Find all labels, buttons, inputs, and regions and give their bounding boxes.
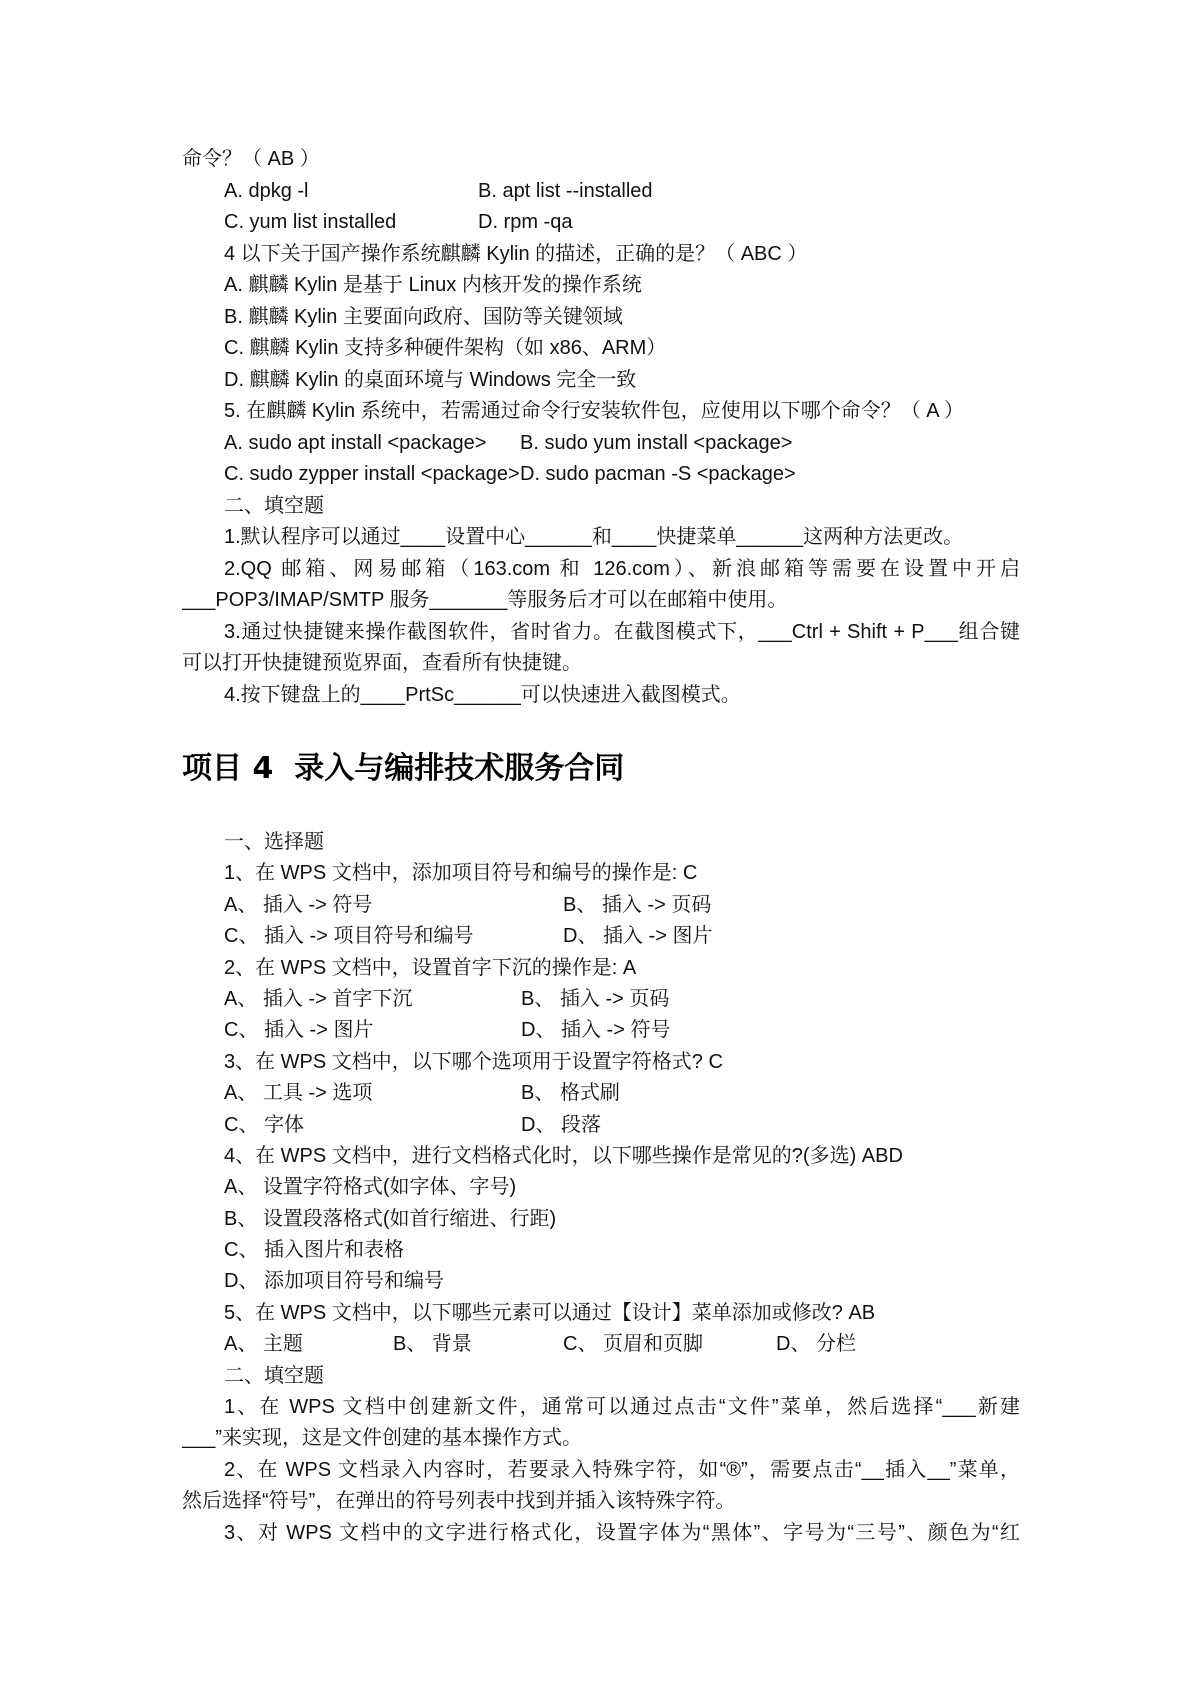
p4-question-3-option-a: A、 工具 -> 选项 [224,1082,373,1105]
p4-question-5-option-a: A、 主题 [224,1333,303,1356]
p4-question-5-option-b: B、 背景 [393,1333,472,1356]
p4-question-1-option-b: B、 插入 -> 页码 [563,893,712,916]
fill-in-question-2-line-2: ___POP3/IMAP/SMTP 服务_______等服务后才可以在邮箱中使用。 [182,589,788,611]
p4-question-2-option-c: C、 插入 -> 图片 [224,1019,374,1042]
fill-in-question-3-line-1: 3.通过快捷键来操作截图软件，省时省力。在截图模式下，___Ctrl + Shift + P___组合键 [224,620,1020,643]
previous-section [182,144,1020,711]
p4-question-2-option-a: A、 插入 -> 首字下沉 [224,987,413,1010]
question-3-stem-continuation: 命令？（ AB ） [182,148,320,170]
question-5-stem: 5. 在麒麟 Kylin 系统中，若需通过命令行安装软件包，应使用以下哪个命令？（ A ） [224,400,965,422]
question-4-option-c: C. 麒麟 Kylin 支持多种硬件架构（如 x86、ARM） [224,337,667,359]
p4-question-2-option-d: D、 插入 -> 符号 [521,1019,671,1042]
fill-in-heading: 二、填空题 [224,494,324,517]
p4-question-5-options-row [182,1329,1020,1360]
p4-question-3-option-c: C、 字体 [224,1113,304,1136]
p4-question-4-option-a: A、 设置字符格式(如字体、字号) [224,1176,517,1199]
p4-question-4-option-c: C、 插入图片和表格 [224,1239,404,1262]
p4-fill-in-question-1-line-1: 1、在 WPS 文档中创建新文件，通常可以通过点击“文件”菜单，然后选择“___新建 [224,1396,1020,1419]
p4-fill-in-question-2-line-1: 2、在 WPS 文档录入内容时，若要录入特殊字符，如“®”，需要点击“__插入__”菜单， [224,1458,1020,1481]
project-4-section [182,827,1020,1549]
question-4-option-a: A. 麒麟 Kylin 是基于 Linux 内核开发的操作系统 [224,274,642,296]
question-4-option-b: B. 麒麟 Kylin 主要面向政府、国防等关键领域 [224,305,623,328]
question-5-option-b: B. sudo yum install <package> [520,431,793,454]
p4-question-1-option-c: C、 插入 -> 项目符号和编号 [224,925,474,948]
question-3-option-b: B. apt list --installed [478,179,653,202]
p4-question-3-option-d: D、 段落 [521,1113,601,1136]
p4-question-5-stem: 5、在 WPS 文档中，以下哪些元素可以通过【设计】菜单添加或修改? AB [224,1301,876,1324]
choice-heading: 一、选择题 [224,831,324,853]
p4-question-4-option-b: B、 设置段落格式(如首行缩进、行距) [224,1207,557,1230]
p4-question-2-options-row-1 [182,984,1020,1015]
p4-question-3-option-b: B、 格式刷 [521,1082,620,1105]
p4-question-4-option-d: D、 添加项目符号和编号 [224,1270,444,1293]
fill-in-question-1: 1.默认程序可以通过____设置中心______和____快捷菜单______这两种方法更改。 [224,526,964,548]
project-4-title-block [182,747,1020,791]
p4-question-1-option-a: A、 插入 -> 符号 [224,893,373,916]
question-3-option-d: D. rpm -qa [478,211,573,233]
question-5-options-row-2 [182,459,1020,491]
p4-question-2-stem: 2、在 WPS 文档中，设置首字下沉的操作是: A [224,956,637,979]
p4-fill-in-question-1-line-2: ___”来实现，这是文件创建的基本操作方式。 [182,1427,583,1450]
project-4-title: 项目 4 录入与编排技术服务合同 [182,751,625,786]
question-3-option-a: A. dpkg -l [224,179,309,202]
p4-question-2-option-b: B、 插入 -> 页码 [521,987,670,1010]
p4-question-3-options-row-1 [182,1078,1020,1109]
p4-question-5-option-d: D、 分栏 [776,1333,856,1356]
p4-fill-in-question-2-line-2: 然后选择“符号”，在弹出的符号列表中找到并插入该特殊字符。 [182,1490,736,1513]
p4-question-3-stem: 3、在 WPS 文档中，以下哪个选项用于设置字符格式? C [224,1050,723,1073]
question-3-option-c: C. yum list installed [224,211,397,233]
fill-in-question-4: 4.按下键盘上的____PrtSc______可以快速进入截图模式。 [224,683,741,706]
p4-fill-in-question-3-line-1: 3、对 WPS 文档中的文字进行格式化，设置字体为“黑体”、字号为“三号”、颜色为“红 [224,1521,1020,1544]
question-5-options-row-1 [182,428,1020,460]
p4-question-1-option-d: D、 插入 -> 图片 [563,925,713,948]
question-5-option-a: A. sudo apt install <package> [224,431,487,454]
p4-question-5-option-c: C、 页眉和页脚 [563,1333,703,1356]
p4-question-1-options-row-2 [182,921,1020,952]
question-5-option-d: D. sudo pacman -S <package> [520,463,796,485]
p4-question-2-options-row-2 [182,1015,1020,1046]
p4-question-4-stem: 4、在 WPS 文档中，进行文档格式化时，以下哪些操作是常见的?(多选) ABD [224,1144,903,1167]
p4-question-1-stem: 1、在 WPS 文档中，添加项目符号和编号的操作是: C [224,862,698,885]
question-4-stem: 4 以下关于国产操作系统麒麟 Kylin 的描述，正确的是？（ ABC ） [224,242,808,265]
fill-in-question-2-line-1: 2.QQ 邮箱、网易邮箱（163.com 和 126.com）、新浪邮箱等需要在设置中开启 [224,557,1020,580]
question-5-option-c: C. sudo zypper install <package> [224,463,520,485]
p4-fill-in-heading: 二、填空题 [224,1364,324,1387]
p4-question-3-options-row-2 [182,1110,1020,1141]
question-3-options-row-1 [182,176,1020,208]
p4-question-1-options-row-1 [182,890,1020,921]
question-4-option-d: D. 麒麟 Kylin 的桌面环境与 Windows 完全一致 [224,368,637,391]
question-3-options-row-2 [182,207,1020,239]
fill-in-question-3-line-2: 可以打开快捷键预览界面，查看所有快捷键。 [182,652,582,674]
